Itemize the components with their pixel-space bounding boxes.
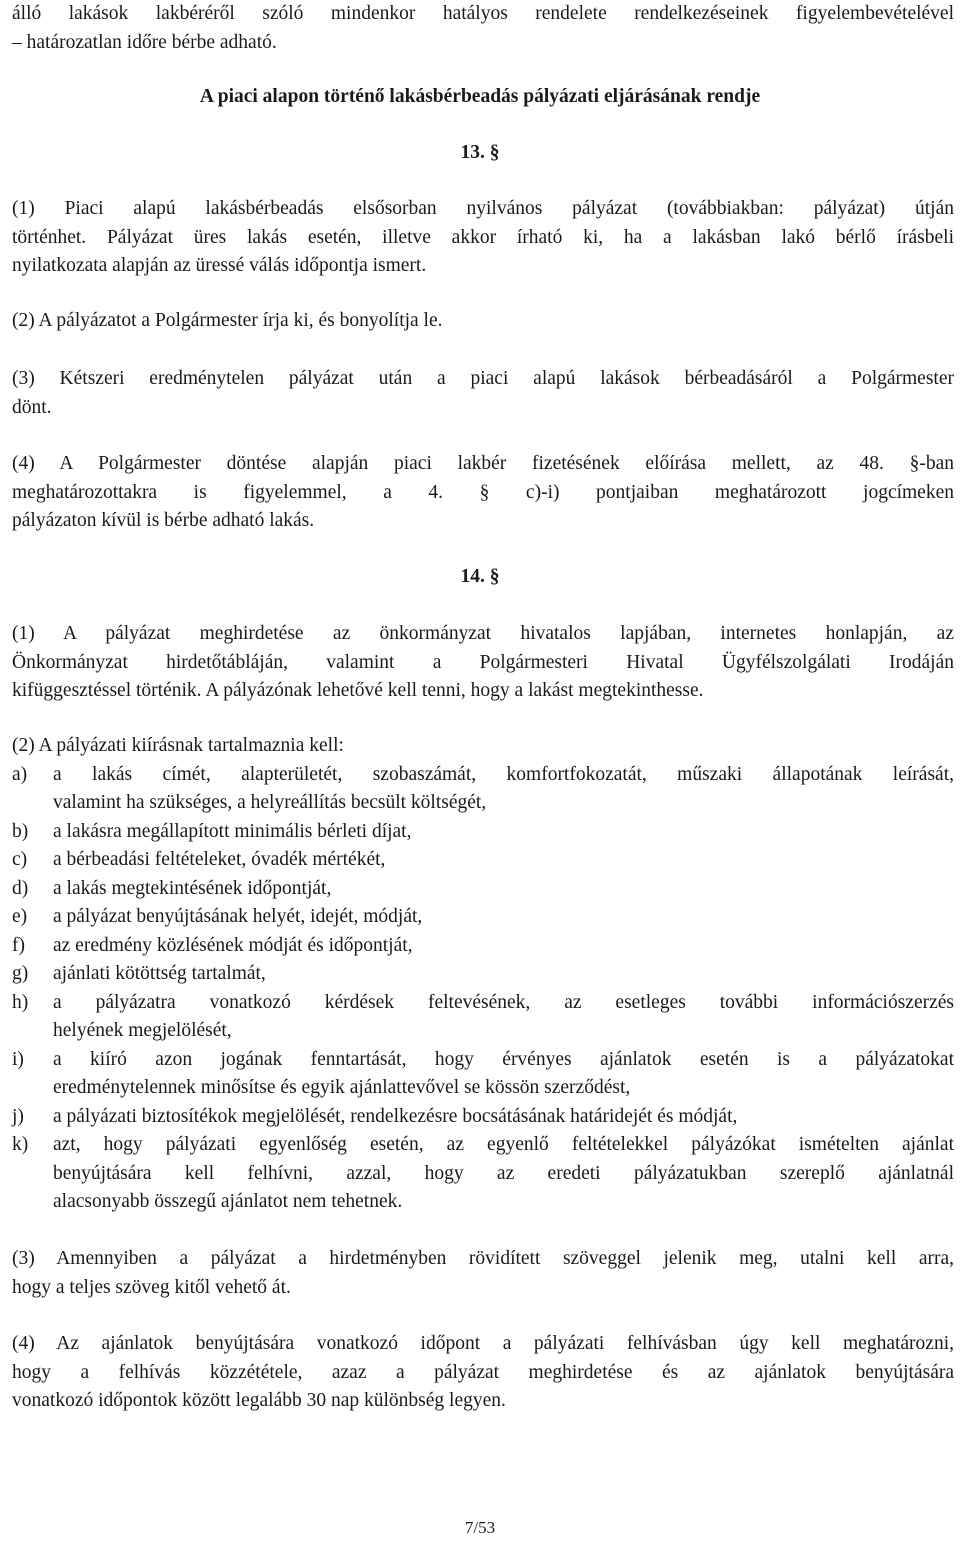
text-line: (1) A pályázat meghirdetése az önkormányzat hivatalos lapjában, internetes honlapján, az	[12, 623, 954, 644]
text-line: (2) A pályázati kiírásnak tartalmaznia kell:	[12, 735, 344, 756]
list-item-text: helyének megjelölését,	[53, 1020, 232, 1041]
text-line: pályázaton kívül is bérbe adható lakás.	[12, 510, 315, 531]
s14-paragraph-2	[12, 732, 954, 1217]
list-item	[12, 1103, 954, 1132]
page-number: 7/53	[464, 1518, 496, 1537]
list-item-label: k)	[12, 1134, 29, 1155]
s14-paragraph-3	[12, 1245, 954, 1302]
list-item	[12, 960, 954, 989]
text-line: álló lakások lakbéréről szóló mindenkor hatályos rendelete rendelkezéseinek figyelembevételével	[12, 3, 954, 24]
list-item	[12, 846, 954, 875]
list-item-text: azt, hogy pályázati egyenlőség esetén, az egyenlő feltételekkel pályázókat ismételten ajánlat	[53, 1134, 954, 1155]
list-item	[12, 875, 954, 904]
text-line: történhet. Pályázat üres lakás esetén, illetve akkor írható ki, ha a lakásban lakó bérlő írásbeli	[12, 226, 954, 248]
list-item-text: a pályázat benyújtásának helyét, idejét, módját,	[53, 906, 423, 927]
text-line: (4) A Polgármester döntése alapján piaci lakbér fizetésének előírása mellett, az 48. §-ban	[12, 453, 954, 474]
text-line: hogy a felhívás közzététele, azaz a pályázat meghirdetése és az ajánlatok benyújtására	[12, 1361, 954, 1383]
text-line: vonatkozó időpontok között legalább 30 nap különbség legyen.	[12, 1390, 506, 1411]
text-line: (1) Piaci alapú lakásbérbeadás elsősorban nyilvános pályázat (továbbiakban: pályázat) útján	[12, 198, 954, 219]
text-line: (3) Amennyiben a pályázat a hirdetményben rövidített szöveggel jelenik meg, utalni kell arra,	[12, 1248, 954, 1269]
s13-paragraph-3	[12, 365, 954, 422]
list-item-text: a lakás megtekintésének időpontját,	[53, 877, 332, 899]
s14-paragraph-1	[12, 620, 954, 706]
list-item-label: f)	[12, 934, 25, 956]
section-13-heading	[0, 139, 960, 168]
intro-paragraph	[12, 0, 954, 57]
list-item-label: a)	[12, 763, 28, 785]
list-item-label: h)	[12, 991, 29, 1013]
list-item-label: e)	[12, 906, 28, 927]
s13-paragraph-2	[12, 307, 954, 336]
list-item	[12, 761, 954, 818]
list-item-label: g)	[12, 963, 29, 984]
section-heading-text: 14. §	[460, 566, 500, 587]
s14-paragraph-4	[12, 1330, 954, 1416]
section-title	[0, 83, 960, 112]
list-item-text: eredménytelennek minősítse és egyik ajánlattevővel se kössön szerződést,	[53, 1077, 631, 1098]
list-item-label: j)	[12, 1105, 24, 1127]
text-line: (4) Az ajánlatok benyújtására vonatkozó időpont a pályázati felhívásban úgy kell meghatározni,	[12, 1333, 954, 1354]
list-item-text: a lakás címét, alapterületét, szobaszámát, komfortfokozatát, műszaki állapotának leírását,	[53, 763, 954, 785]
text-line: – határozatlan időre bérbe adható.	[12, 31, 277, 53]
section-title-text: A piaci alapon történő lakásbérbeadás pályázati eljárásának rendje	[199, 86, 761, 107]
text-line: dönt.	[12, 396, 52, 418]
list-item-text: a pályázati biztosítékok megjelölését, rendelkezésre bocsátásának határidejét és módját,	[53, 1105, 738, 1127]
list-item-text: benyújtására kell felhívni, azzal, hogy az eredeti pályázatukban szereplő ajánlatnál	[53, 1162, 954, 1184]
list-item	[12, 1046, 954, 1103]
list-item	[12, 1131, 954, 1217]
list-item-text: a kiíró azon jogának fenntartását, hogy érvényes ajánlatok esetén is a pályázatokat	[53, 1048, 954, 1070]
list-item	[12, 989, 954, 1046]
list-item-text: a bérbeadási feltételeket, óvadék mértékét,	[53, 849, 386, 870]
section-heading-text: 13. §	[460, 142, 500, 163]
list-item	[12, 932, 954, 961]
text-line: meghatározottakra is figyelemmel, a 4. § c)-i) pontjaiban meghatározott jogcímeken	[12, 481, 954, 503]
text-line: nyilatkozata alapján az üressé válás időpontja ismert.	[12, 255, 427, 276]
list-item-text: a pályázatra vonatkozó kérdések feltevésének, az esetleges további információszerzés	[53, 991, 954, 1013]
text-line: Önkormányzat hirdetőtábláján, valamint a Polgármesteri Hivatal Ügyfélszolgálati Irodáján	[12, 651, 954, 673]
text-line: kifüggesztéssel történik. A pályázónak lehetővé kell tenni, hogy a lakást megtekinthesse.	[12, 680, 704, 701]
s13-paragraph-1	[12, 195, 954, 281]
list-item-text: valamint ha szükséges, a helyreállítás becsült költségét,	[53, 792, 487, 813]
list-item-text: ajánlati kötöttség tartalmát,	[53, 963, 266, 984]
text-line: (2) A pályázatot a Polgármester írja ki, és bonyolítja le.	[12, 310, 443, 331]
list-item-label: c)	[12, 849, 28, 870]
text-line: hogy a teljes szöveg kitől vehető át.	[12, 1276, 291, 1298]
list-item	[12, 903, 954, 932]
list-item-text: a lakásra megállapított minimális bérleti díjat,	[53, 820, 412, 842]
text-line: (3) Kétszeri eredménytelen pályázat után a piaci alapú lakások bérbeadásáról a Polgármester	[12, 368, 954, 389]
s13-paragraph-4	[12, 450, 954, 536]
list-item-label: i)	[12, 1048, 24, 1070]
list-item-label: b)	[12, 820, 29, 842]
list-item-label: d)	[12, 877, 29, 899]
list-item-text: az eredmény közlésének módját és időpontját,	[53, 934, 413, 956]
list-item-text: alacsonyabb összegű ajánlatot nem tehetnek.	[53, 1191, 403, 1212]
section-14-heading	[0, 563, 960, 592]
list-item	[12, 818, 954, 847]
